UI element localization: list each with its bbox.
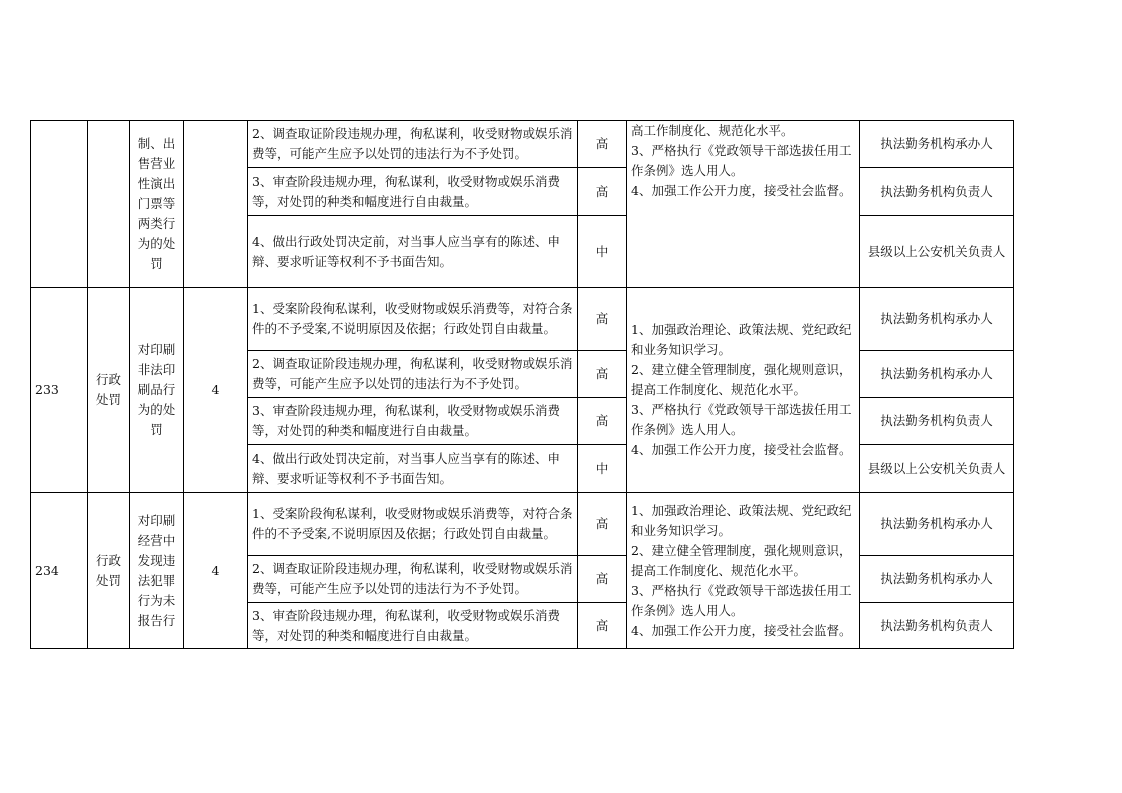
item-type-cell: 行政处罚 <box>88 493 130 649</box>
item-number-cell <box>31 121 88 288</box>
risk-description: 2、调查取证阶段违规办理，徇私谋利，收受财物或娱乐消费等，可能产生应予以处罚的违法行为不予处罚。 <box>248 556 578 603</box>
table-row <box>31 288 1014 351</box>
risk-table <box>30 120 1014 649</box>
responsible-person: 执法勤务机构负责人 <box>860 603 1014 649</box>
responsible-person: 执法勤务机构负责人 <box>860 168 1014 216</box>
measure-item: 4、加强工作公开力度，接受社会监督。 <box>631 183 852 198</box>
measure-item: 3、严格执行《党政领导干部选拔任用工作条例》选人用人。 <box>631 402 852 437</box>
risk-level: 高 <box>578 398 627 445</box>
measure-item: 2、建立健全管理制度，强化规则意识，提高工作制度化、规范化水平。 <box>631 362 852 397</box>
risk-description: 1、受案阶段徇私谋利，收受财物或娱乐消费等，对符合条件的不予受案,不说明原因及依据；行政处罚自由裁量。 <box>248 288 578 351</box>
risk-description: 3、审查阶段违规办理，徇私谋利，收受财物或娱乐消费等，对处罚的种类和幅度进行自由裁量。 <box>248 168 578 216</box>
item-type-cell: 行政处罚 <box>88 288 130 493</box>
risk-level: 高 <box>578 493 627 556</box>
item-name-cell: 制、出售营业性演出门票等两类行为的处罚 <box>130 121 184 288</box>
risk-level: 高 <box>578 121 627 168</box>
responsible-person: 县级以上公安机关负责人 <box>860 445 1014 493</box>
prevention-measures <box>627 288 860 493</box>
responsible-person: 执法勤务机构承办人 <box>860 556 1014 603</box>
item-count-cell: 4 <box>184 493 248 649</box>
risk-level: 中 <box>578 445 627 493</box>
item-name-cell: 对印刷非法印刷品行为的处罚 <box>130 288 184 493</box>
item-count-cell <box>184 121 248 288</box>
measure-item: 1、加强政治理论、政策法规、党纪政纪和业务知识学习。 <box>631 322 852 357</box>
measure-item: 3、严格执行《党政领导干部选拔任用工作条例》选人用人。 <box>631 143 852 178</box>
risk-description: 4、做出行政处罚决定前，对当事人应当享有的陈述、申辩、要求听证等权利不予书面告知。 <box>248 216 578 288</box>
risk-description: 4、做出行政处罚决定前，对当事人应当享有的陈述、申辩、要求听证等权利不予书面告知。 <box>248 445 578 493</box>
risk-description: 2、调查取证阶段违规办理，徇私谋利，收受财物或娱乐消费等，可能产生应予以处罚的违法行为不予处罚。 <box>248 121 578 168</box>
risk-level: 中 <box>578 216 627 288</box>
item-name-cell: 对印刷经营中发现违法犯罪行为未报告行 <box>130 493 184 649</box>
measure-item: 2、建立健全管理制度，强化规则意识，提高工作制度化、规范化水平。 <box>631 542 852 578</box>
table-row <box>31 121 1014 168</box>
risk-level: 高 <box>578 556 627 603</box>
responsible-person: 执法勤务机构承办人 <box>860 288 1014 351</box>
risk-description: 2、调查取证阶段违规办理，徇私谋利，收受财物或娱乐消费等，可能产生应予以处罚的违法行为不予处罚。 <box>248 351 578 398</box>
responsible-person: 执法勤务机构承办人 <box>860 121 1014 168</box>
measure-item: 1、加强政治理论、政策法规、党纪政纪和业务知识学习。 <box>631 502 852 538</box>
measure-item: 3、严格执行《党政领导干部选拔任用工作条例》选人用人。 <box>631 582 852 618</box>
item-number-cell: 234 <box>31 493 88 649</box>
risk-level: 高 <box>578 351 627 398</box>
responsible-person: 县级以上公安机关负责人 <box>860 216 1014 288</box>
prevention-measures <box>627 493 860 649</box>
responsible-person: 执法勤务机构承办人 <box>860 351 1014 398</box>
responsible-person: 执法勤务机构负责人 <box>860 398 1014 445</box>
item-number-cell: 233 <box>31 288 88 493</box>
table-row <box>31 493 1014 556</box>
item-count-cell: 4 <box>184 288 248 493</box>
measure-item: 4、加强工作公开力度，接受社会监督。 <box>631 442 852 457</box>
risk-level: 高 <box>578 288 627 351</box>
risk-level: 高 <box>578 603 627 649</box>
risk-level: 高 <box>578 168 627 216</box>
risk-description: 3、审查阶段违规办理，徇私谋利，收受财物或娱乐消费等，对处罚的种类和幅度进行自由裁量。 <box>248 398 578 445</box>
measure-item: 高工作制度化、规范化水平。 <box>631 123 794 138</box>
prevention-measures <box>627 121 860 288</box>
item-type-cell <box>88 121 130 288</box>
measure-item: 4、加强工作公开力度，接受社会监督。 <box>631 622 852 638</box>
risk-description: 1、受案阶段徇私谋利，收受财物或娱乐消费等，对符合条件的不予受案,不说明原因及依据；行政处罚自由裁量。 <box>248 493 578 556</box>
risk-description: 3、审查阶段违规办理，徇私谋利，收受财物或娱乐消费等，对处罚的种类和幅度进行自由裁量。 <box>248 603 578 649</box>
responsible-person: 执法勤务机构承办人 <box>860 493 1014 556</box>
